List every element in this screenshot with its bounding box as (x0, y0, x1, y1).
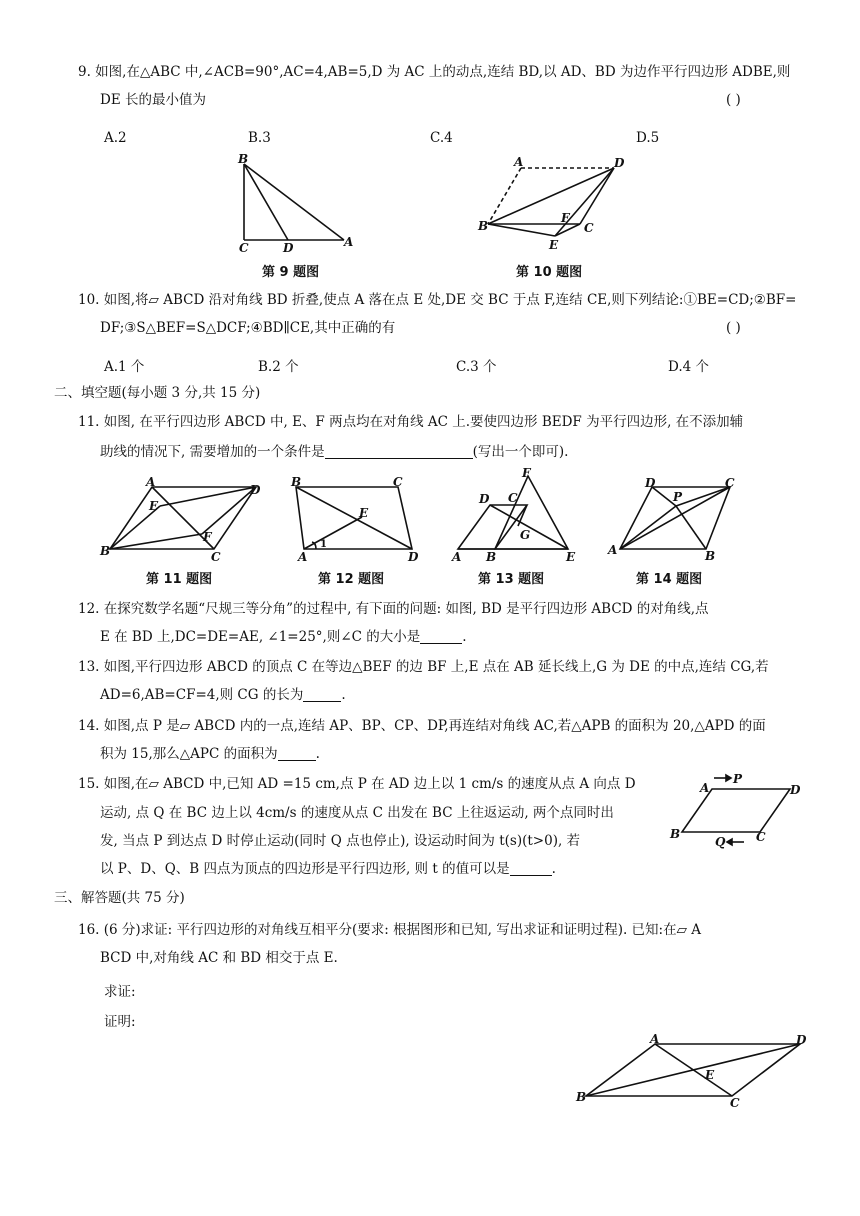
fig11-label-e: E (149, 499, 159, 513)
fig11-label-c: C (211, 550, 221, 564)
fig10-label-a: A (514, 155, 524, 169)
fig15-label-d: D (790, 783, 801, 797)
fig16-label-a: A (650, 1032, 660, 1046)
q12-text-line2-end: . (462, 629, 467, 645)
fig11-label-a: A (146, 475, 156, 489)
q15-text-line3: 发, 当点 P 到达点 D 时停止运动(同时 Q 点也停止), 设运动时间为 t(s)(t>0), 若 (100, 833, 581, 849)
fig16-label-d: D (796, 1033, 807, 1047)
fig12-label-a: A (298, 550, 308, 564)
q12-text-line2-start: E 在 BD 上,DC=DE=AE, ∠1=25°,则∠C 的大小是 (100, 629, 421, 645)
q14-text-line2-start: 积为 15,那么△APC 的面积为 (100, 746, 278, 762)
fig13-label-c: C (508, 491, 518, 505)
fig10-label-f: F (561, 211, 570, 225)
fig12-label-d: D (408, 550, 419, 564)
fig11-label-d: D (250, 483, 261, 497)
fig12-label-b: B (291, 475, 302, 489)
fig14-label-d: D (645, 476, 656, 490)
fig10-label-c: C (584, 221, 594, 235)
fig13-label-f: F (522, 466, 531, 480)
fig15-label-p: P (733, 772, 743, 786)
fig15-label-a: A (700, 781, 710, 795)
q16-proof-label: 证明: (104, 1014, 136, 1030)
q9-option-b: B.3 (248, 130, 271, 146)
fig13-label-a: A (452, 550, 462, 564)
fig14-label-b: B (705, 549, 716, 563)
fig11-caption: 第 11 题图 (146, 572, 213, 587)
fig11-label-b: B (100, 544, 111, 558)
q16-text-line1: 16. (6 分)求证: 平行四边形的对角线互相平分(要求: 根据图形和已知, 写出求证和证明过程). 已知:在▱ A (78, 922, 702, 938)
q15-text-line4-start: 以 P、D、Q、B 四点为顶点的四边形是平行四边形, 则 t 的值可以是 (100, 861, 510, 877)
q10-text-line2: DF;③S△BEF=S△DCF;④BD∥CE,其中正确的有 (100, 320, 396, 336)
q10-option-d: D.4 个 (668, 359, 710, 375)
q10-option-c: C.3 个 (456, 359, 497, 375)
fig14-label-a: A (608, 543, 618, 557)
fig12-label-angle-1: 1 (320, 539, 327, 550)
fig9-label-b: B (238, 152, 249, 166)
q15-text-line4-end: . (551, 861, 556, 877)
fig13-label-e: E (566, 550, 576, 564)
q11-text-line1: 11. 如图, 在平行四边形 ABCD 中, E、F 两点均在对角线 AC 上.要使四边形 BEDF 为平行四边形, 在不添加辅 (78, 414, 744, 430)
fig9-label-a: A (344, 235, 354, 249)
q9-option-a: A.2 (104, 130, 127, 146)
q9-answer-paren: ( ) (726, 92, 741, 108)
q9-option-d: D.5 (636, 130, 660, 146)
q13-text-line2-start: AD=6,AB=CF=4,则 CG 的长为 (100, 687, 304, 703)
fig10-label-b: B (478, 219, 489, 233)
q14-text-line1: 14. 如图,点 P 是▱ ABCD 内的一点,连结 AP、BP、CP、DP,再连结对角线 AC,若△APB 的面积为 20,△APD 的面 (78, 718, 766, 734)
q16-prove-label: 求证: (104, 984, 136, 1000)
fig13-label-d: D (479, 492, 490, 506)
q13-text-line1: 13. 如图,平行四边形 ABCD 的顶点 C 在等边△BEF 的边 BF 上,E 点在 AB 延长线上,G 为 DE 的中点,连结 CG,若 (78, 659, 769, 675)
q10-text-line1: 10. 如图,将▱ ABCD 沿对角线 BD 折叠,使点 A 落在点 E 处,DE 交 BC 于点 F,连结 CE,则下列结论:①BE=CD;②BF= (78, 292, 797, 308)
q16-text-line2: BCD 中,对角线 AC 和 BD 相交于点 E. (100, 950, 338, 966)
fig9-label-d: D (283, 241, 294, 255)
fig13-label-g: G (520, 528, 531, 542)
fig14-caption: 第 14 题图 (636, 572, 703, 587)
fig13-caption: 第 13 题图 (478, 572, 545, 587)
fig14-label-c: C (725, 476, 735, 490)
fig14-label-p: P (673, 490, 683, 504)
fig16-label-e: E (705, 1068, 715, 1082)
q9-text-line2: DE 长的最小值为 (100, 92, 206, 108)
fig9-label-c: C (239, 241, 249, 255)
section-2-heading: 二、填空题(每小题 3 分,共 15 分) (54, 385, 261, 401)
fig16-label-b: B (576, 1090, 587, 1104)
fig15-label-b: B (670, 827, 681, 841)
q15-text-line2: 运动, 点 Q 在 BC 边上以 4cm/s 的速度从点 C 出发在 BC 上往返运动, 两个点同时出 (100, 805, 614, 821)
q13-text-line2-end: . (341, 687, 346, 703)
fig12-label-c: C (393, 475, 403, 489)
q11-text-line2-end: (写出一个即可). (472, 444, 569, 460)
q10-answer-paren: ( ) (726, 320, 741, 336)
fig13-label-b: B (486, 550, 497, 564)
fig16-label-c: C (730, 1096, 740, 1110)
fig9-caption: 第 9 题图 (262, 265, 320, 280)
fig15-label-c: C (756, 830, 766, 844)
q11-text-line2-start: 助线的情况下, 需要增加的一个条件是 (100, 444, 325, 460)
fig12-caption: 第 12 题图 (318, 572, 385, 587)
q10-option-a: A.1 个 (104, 359, 145, 375)
q15-text-line1: 15. 如图,在▱ ABCD 中,已知 AD =15 cm,点 P 在 AD 边上以 1 cm/s 的速度从点 A 向点 D (78, 776, 636, 792)
q9-text-line1: 9. 如图,在△ABC 中,∠ACB=90°,AC=4,AB=5,D 为 AC 上的动点,连结 BD,以 AD、BD 为边作平行四边形 ADBE,则 (78, 64, 791, 80)
q14-text-line2-end: . (315, 746, 320, 762)
fig10-label-e: E (549, 238, 559, 252)
fig11-label-f: F (203, 530, 212, 544)
fig15-label-q: Q (715, 835, 726, 849)
section-3-heading: 三、解答题(共 75 分) (54, 890, 185, 906)
fig10-label-d: D (614, 156, 625, 170)
fig12-label-e: E (359, 506, 369, 520)
fig10-caption: 第 10 题图 (516, 265, 583, 280)
q12-text-line1: 12. 在探究数学名题“尺规三等分角”的过程中, 有下面的问题: 如图, BD 是平行四边形 ABCD 的对角线,点 (78, 601, 709, 617)
q10-option-b: B.2 个 (258, 359, 299, 375)
q9-option-c: C.4 (430, 130, 453, 146)
